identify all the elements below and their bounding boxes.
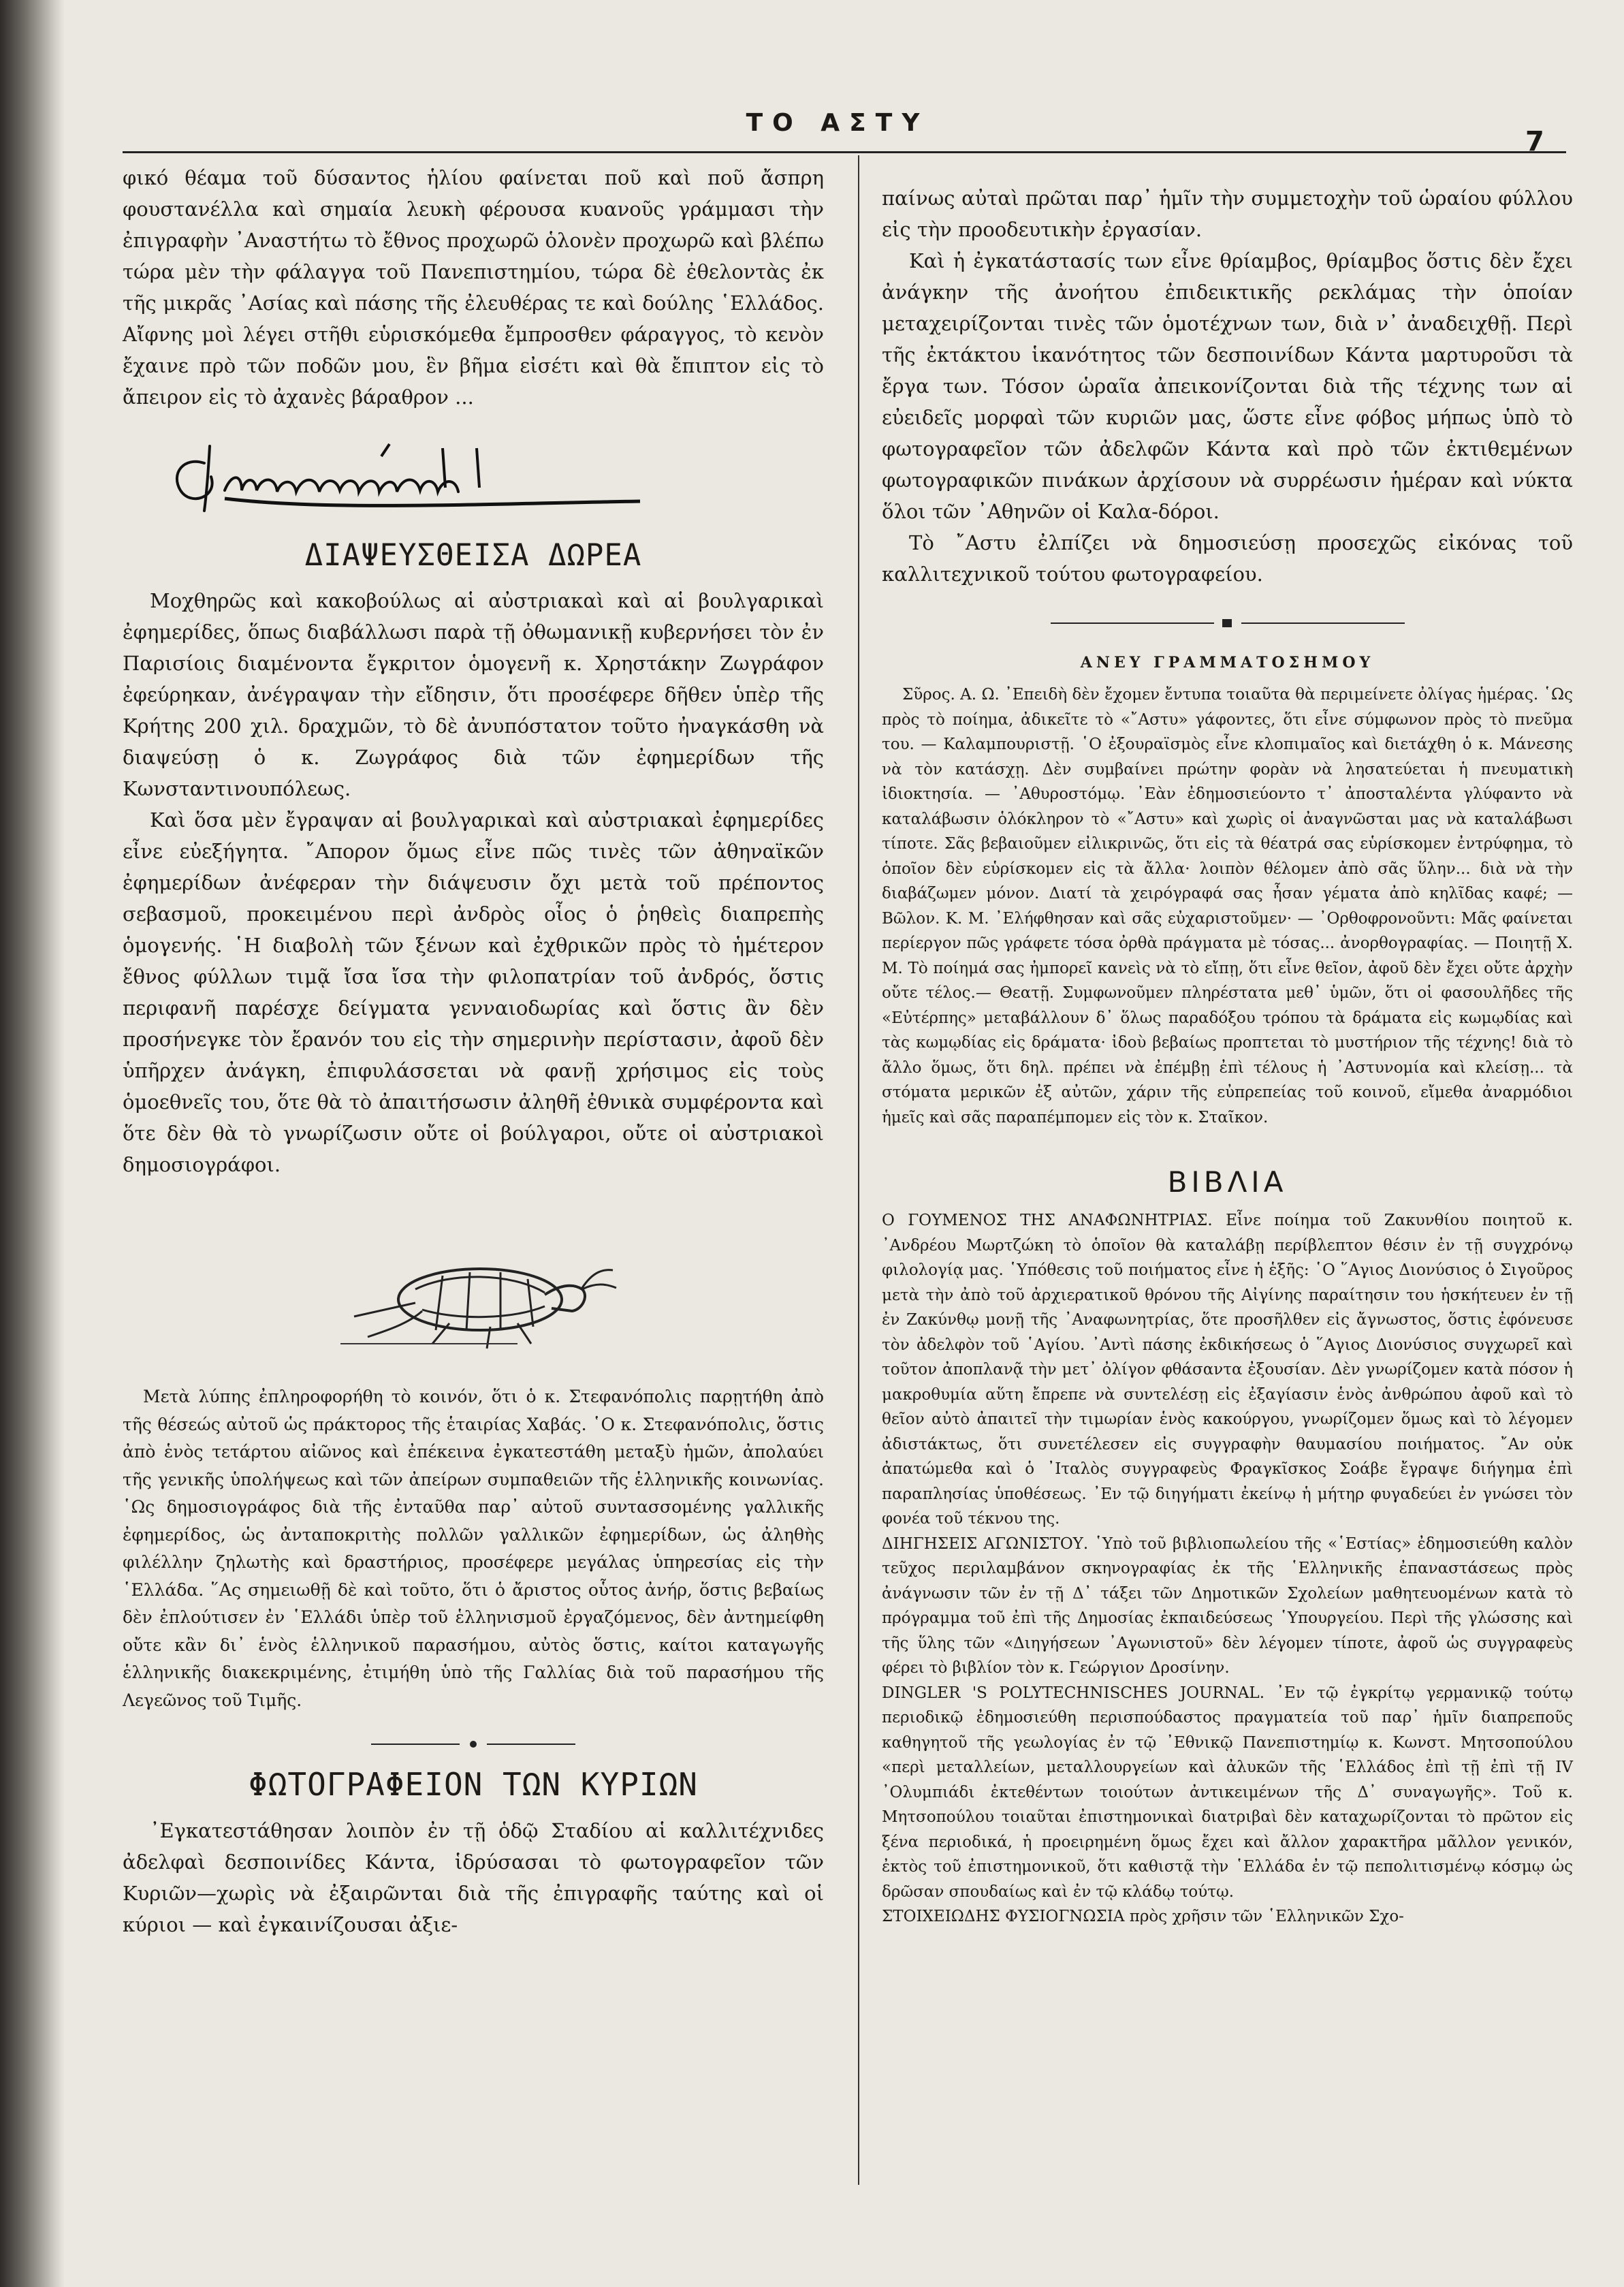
photo-paragraph-3: Τὸ ῎Αστυ ἐλπίζει νὰ δημοσιεύσῃ προσεχῶς εἰκόνας τοῦ καλλιτεχνικοῦ τούτου φωτογραφείου.	[882, 531, 1573, 586]
photo-continued: παίνως αὐταὶ πρῶται παρ᾿ ἡμῖν τὴν συμμετοχὴν τοῦ ὡραίου φύλλου εἰς τὴν προοδευτικὴν ἐργασίαν.	[882, 187, 1573, 241]
column-rule	[858, 155, 859, 2185]
photo-paragraph-1: ᾿Εγκατεστάθησαν λοιπὸν ἐν τῇ ὁδῷ Σταδίου αἱ καλλιτέχνιδες ἀδελφαὶ δεσποινίδες Κάντα, ἱδρύσασαι τὸ φωτογραφεῖον τῶν Κυριῶν—χωρὶς νὰ ἐξαιρῶνται διὰ τῆς ἐπιγραφῆς ταύτης καὶ οἱ κύριοι — καὶ ἐγκαινίζουσαι ἀξιε-	[123, 1819, 824, 1936]
book-1-text: Εἶνε ποίημα τοῦ Ζακυνθίου ποιητοῦ κ. ᾿Ανδρέου Μωρτζώκη τὸ ὁποῖον θὰ καταλάβῃ περίβλεπτον θέσιν ἐν τῇ συγχρόνῳ φιλολογίᾳ μας. ῾Υπόθεσις τοῦ ποιήματος εἶνε ἡ ἑξῆς: ῾Ο ῞Αγιος Διονύσιος ὁ Σιγοῦρος μετὰ τὴν ἀπὸ τοῦ ἀρχιερατικοῦ θρόνου τῆς Αἰγίνης παραίτησιν του ἡσκήτευεν ἐν τῇ ἐν Ζακύνθῳ μονῇ τῆς ᾿Αναφωνητρίας, ὅτε προσῆλθεν εἰς ἄγνωστος, ὅστις ἐφόνευσε τὸν ἀδελφὸν τοῦ ῾Αγίου. ᾿Αντὶ πάσης ἐκδικήσεως ὁ ῞Αγιος Διονύσιος συγχωρεῖ καὶ τοῦτον ἀποπλανᾷ τὴν μετ᾿ ὀλίγον φθάσαντα ἐξουσίαν. Δὲν γνωρίζομεν κατὰ πόσον ἡ μακροθυμία αὕτη ἔπρεπε νὰ συντελέσῃ εἰς ἐξαγίασιν ἑνὸς ἀνθρώπου ἀφοῦ καὶ τὸ θεῖον αὐτὸ ἀπαιτεῖ τὴν τιμωρίαν ἑνὸς κακούργου, γνωρίζομεν ὅμως καὶ τὸ λέγομεν ἀδιστάκτως, ὅτι συνετέλεσεν εἰς συγγραφὴν θαυμασίου ποιήματος. ῎Αν οὐκ ἀπατώμεθα καὶ ὁ ᾿Ιταλὸς συγγραφεὺς Φραγκῖσκος Σοάβε ἔγραψε διήγημα ἐπὶ παραπλησίας ὑποθέσεως. ᾿Εν τῷ διηγήματι ἐκείνῳ ἡ μήτηρ φυγαδεύει ἐν γνώσει τὸν φονέα τοῦ τέκνου της.	[882, 1212, 1573, 1528]
divider-ornament-right	[1051, 617, 1405, 629]
binding-shadow	[0, 0, 65, 2287]
book-2-title: ΔΙΗΓΗΣΕΙΣ ΑΓΩΝΙΣΤΟΥ.	[882, 1534, 1089, 1553]
book-1-title: Ο ΓΟΥΜΕΝΟΣ ΤΗΣ ΑΝΑΦΩΝΗΤΡΙΑΣ.	[882, 1212, 1213, 1229]
intro-paragraph: φικό θέαμα τοῦ δύσαντος ἡλίου φαίνεται ποῦ καὶ ποῦ ἄσπρη φουστανέλλα καὶ σημαία λευκὴ φέρουσα κυανοῦς γράμμασι τὴν ἐπιγραφὴν ᾿Αναστήτω τὸ ἔθνος προχωρῶ ὁλονὲν προχωρῶ καὶ βλέπω τώρα μὲν τὴν φάλαγγα τοῦ Πανεπιστημίου, τώρα δὲ ἐθελοντὰς ἐκ τῆς μικρᾶς ᾿Ασίας καὶ πάσης τῆς ἐλευθέρας τε καὶ δούλης ῾Ελλάδος. Αἴφνης μοὶ λέγει στῆθι εὑρισκόμεθα ἔμπροσθεν φάραγγος, τὸ κενὸν ἔχαινε πρὸ τῶν ποδῶν μου, ἓν βῆμα εἰσέτι καὶ θὰ ἔπιπτον εἰς τὸ ἄπειρον εἰς τὸ ἀχανὲς βάραθρον ...	[123, 166, 824, 409]
book-entry-1	[882, 1208, 1573, 1532]
book-3-title: DINGLER 'S POLYTECHNISCHES JOURNAL.	[882, 1684, 1265, 1702]
book-entry-3	[882, 1681, 1573, 1905]
section-title-aneu: ΑΝΕΥ ΓΡΑΜΜΑΤΟΣΗΜΟΥ	[1080, 654, 1375, 672]
running-title: ΤΟ ΑΣΤΥ	[746, 109, 929, 137]
dorea-paragraph-2: Καὶ ὅσα μὲν ἔγραψαν αἱ βουλγαρικαὶ καὶ αὐστριακαὶ ἐφημερίδες εἶνε εὐεξήγητα. ῎Απορον ὅμως εἶνε πῶς τινὲς τῶν ἀθηναϊκῶν ἐφημερίδων ἀνέφεραν τὴν διάψευσιν ὄχι μετὰ τοῦ πρέποντος σεβασμοῦ, προκειμένου περὶ ἀνδρὸς οἷος ὁ ῥηθεὶς διαπρεπὴς ὁμογενής. ῾Η διαβολὴ τῶν ξένων καὶ ἐχθρικῶν πρὸς τὸ ἡμέτερον ἔθνος φύλλων τιμᾷ ἴσα ἴσα τὴν φιλοπατρίαν τοῦ ἀνδρός, ὅστις περιφανῆ παρέσχε δείγματα γενναιοδωρίας καὶ ὅστις ἂν δὲν προσήνεγκε τὸν ἔρανόν του εἰς τὴν σημερινὴν περίστασιν, ἀφοῦ δὲν ὑπῆρχεν ἀνάγκη, ἐπιφυλάσσεται νὰ φανῇ χρήσιμος εἰς τοὺς ὁμοεθνεῖς του, ὅτε θὰ τὸ ἀπαιτήσωσιν ἀληθῆ ἐθνικὰ συμφέροντα καὶ ὅτε δὲν θὰ τὸ γνωρίζωσιν οὔτε οἱ βούλγαροι, οὔτε οἱ αὐστριακοὶ δημοσιογράφοι.	[123, 808, 824, 1176]
header-rule	[123, 151, 1566, 153]
beetle-ornament	[313, 1235, 633, 1351]
book-entry-2	[882, 1532, 1573, 1681]
page-number: 7	[1525, 126, 1544, 157]
right-column	[882, 183, 1573, 1929]
left-column	[123, 162, 824, 1940]
dorea-paragraph-1: Μοχθηρῶς καὶ κακοβούλως αἱ αὐστριακαὶ καὶ αἱ βουλγαρικαὶ ἐφημερίδες, ὅπως διαβάλλωσι παρὰ τῇ ὀθωμανικῇ κυβερνήσει τὸν ἐν Παρισίοις διαμένοντα ἔγκριτον ὁμογενῆ κ. Χρηστάκην Ζωγράφον ἐφεύρηκαν, ἀνέγραψαν τὴν εἴδησιν, ὅτι προσέφερε δῆθεν ὑπὲρ τῆς Κρήτης 200 χιλ. δραχμῶν, τὸ δὲ ἀνυπόστατον τοῦτο ἠναγκάσθη νὰ διαψεύσῃ ὁ κ. Ζωγράφος διὰ τῶν ἐφημερίδων τῆς Κωνσταντινουπόλεως.	[123, 589, 824, 800]
book-4-text: πρὸς χρῆσιν τῶν ῾Ελληνικῶν Σχο-	[1129, 1908, 1404, 1925]
photo-paragraph-2: Καὶ ἡ ἐγκατάστασίς των εἶνε θρίαμβος, θρίαμβος ὅστις δὲν ἔχει ἀνάγκην τῆς ἀνοήτου ἐπιδεικτικῆς ρεκλάμας τὴν ὁποίαν μεταχειρίζονται τινὲς τῶν ὁμοτέχνων των, διὰ ν᾿ ἀναδειχθῇ. Περὶ τῆς ἐκτάκτου ἱκανότητος τῶν δεσποινίδων Κάντα μαρτυροῦσι τὰ ἔργα των. Τόσον ὡραῖα ἀπεικονίζονται διὰ τῆς τέχνης των αἱ εὐειδεῖς μορφαὶ τῶν κυριῶν μας, ὥστε εἶνε φόβος μήπως ὑπὸ τὸ φωτογραφεῖον τῶν ἀδελφῶν Κάντα καὶ πρὸ τῶν ἐκτιθεμένων φωτογραφικῶν πινάκων ἀρχίσουν νὰ συρρέωσιν ἡμέραν καὶ νύκτα ὅλοι τῶν ᾿Αθηνῶν οἱ Καλα-δόροι.	[882, 249, 1573, 523]
book-2-text: ῾Υπὸ τοῦ βιβλιοπωλείου τῆς «῾Εστίας» ἐδημοσιεύθη καλὸν τεῦχος περιλαμβάνον σκηνογραφίας ἐκ τῆς ῾Ελληνικῆς ἐπαναστάσεως πρὸς ἀνάγνωσιν τῶν ἐν τῇ Δ᾿ τάξει τῶν Δημοτικῶν Σχολείων μαθητευομένων κατὰ τὸ πρόγραμμα τοῦ ἐπὶ τῆς Δημοσίας ἐκπαιδεύσεως ῾Υπουργείου. Περὶ τῆς γλώσσης καὶ τῆς ὕλης τῶν «Διηγήσεων ᾿Αγωνιστοῦ» δὲν λέγομεν τίποτε, ἀφοῦ ὡς συγγραφεὺς φέρει τὸ βιβλίον τὸν κ. Γεώργιον Δροσίνην.	[882, 1534, 1574, 1677]
section-title-photo: ΦΩΤΟΓΡΑΦΕΙΟΝ ΤΩΝ ΚΥΡΙΩΝ	[249, 1766, 698, 1803]
book-4-title: ΣΤΟΙΧΕΙΩΔΗΣ ΦΥΣΙΟΓΝΩΣΙΑ	[882, 1908, 1125, 1925]
aneu-paragraph: Σῦρος. Α. Ω. ᾿Επειδὴ δὲν ἔχομεν ἔντυπα τοιαῦτα θὰ περιμείνετε ὀλίγας ἡμέρας. ῾Ως πρὸς τὸ ποίημα, ἀδικεῖτε τὸ «῎Αστυ» γάφοντες, ὅτι εἶνε σύμφωνον πρὸς τὸ πνεῦμα του. — Καλαμπουριστῇ. ῾Ο ἐξουραϊσμὸς εἶνε κλοπιμαῖος καὶ διετάχθη ὁ κ. Μάνεσης νὰ τὸν κατάσχῃ. Δὲν συμβαίνει πρώτην φορὰν νὰ λησατεύεται ἡ πνευματικὴ ἰδιοκτησία. — ᾿Αθυροστόμῳ. ᾿Εὰν ἐδημοσιεύοντο τ᾿ ἀποσταλέντα γλύφαντο νὰ καταλάβωσιν ὁλόκληρον τὸ «῎Αστυ» καὶ χωρὶς οἱ ἀναγνῶσται μας νὰ καταλάβωσι τίποτε. Σᾶς βεβαιοῦμεν εἰλικρινῶς, ὅτι εἰς τὰ θέατρά σας εὑρίσκομεν ἐντρύφημα, τὸ ὁποῖον δὲν εὑρίσκομεν εἰς τὰ ἄλλα· λοιπὸν θέλομεν ἀπὸ σᾶς ὕλην... διὰ νὰ τὴν διαβάζωμεν μόνον. Διατί τὰ χειρόγραφά σας ἦσαν γέματα ἀπὸ κηλῖδας καφέ; — Βῶλον. Κ. Μ. ᾿Ελήφθησαν καὶ σᾶς εὐχαριστοῦμεν· — ᾿Ορθοφρονοῦντι: Μᾶς φαίνεται περίεργον πῶς γράφετε τόσα ὀρθὰ πράγματα μὲ τόσας... ἀνορθογραφίας. — Ποιητῇ Χ. Μ. Τὸ ποίημά σας ἠμπορεῖ κανεὶς νὰ τὸ εἴπῃ, ὅτι εἶνε θεῖον, ἀφοῦ δὲν ἔχει οὔτε ἀρχὴν οὔτε τέλος.— Θεατῇ. Συμφωνοῦμεν πληρέστατα μεθ᾿ ὑμῶν, ὅτι οἱ φασουλῆδες τῆς «Εὐτέρπης» μεταβάλλουν δ᾿ ὅλως παραδόξου τρόπου τὰ δράματα εἰς κωμῳδίας καὶ τὰς κωμῳδίας εἰς δράματα· ἰδοὺ βεβαίως προπτεται τὸ μυστήριον τῆς τέχνης! διὰ τὸ ἄλλο ὅμως, ὅτι δηλ. πρέπει νὰ ἐπέμβῃ ἐπὶ τέλους ἡ ᾿Αστυνομία καὶ κλείσῃ... τὰ στόματα μερικῶν ἐξ αὐτῶν, χάριν τῆς εὐπρεπείας τοῦ κοινοῦ, εἴμεθα ἀναρμόδιοι ἡμεῖς καὶ σᾶς παραπέμπομεν εἰς τὸν κ. Σταῖκον.	[882, 686, 1573, 1126]
divider-ornament	[371, 1737, 575, 1751]
stefanopoli-paragraph: Μετὰ λύπης ἐπληροφορήθη τὸ κοινόν, ὅτι ὁ κ. Στεφανόπολις παρῃτήθη ἀπὸ τῆς θέσεώς αὐτοῦ ὡς πράκτορος τῆς ἑταιρίας Χαβάς. ῾Ο κ. Στεφανόπολις, ὅστις ἀπὸ ἑνὸς τετάρτου αἰῶνος καὶ ἐπέκεινα ἐγκατεστάθη μεταξὺ ἡμῶν, ἀπολαύει τῆς γενικῆς ὑπολήψεως καὶ τῶν ἀπείρων συμπαθειῶν τῆς ἑλληνικῆς κοινωνίας. ῾Ως δημοσιογράφος διὰ τῆς ἐνταῦθα παρ᾿ αὐτοῦ συντασσομένης γαλλικῆς ἐφημερίδος, ὡς ἀνταποκριτὴς πολλῶν γαλλικῶν ἐφημερίδων, ὡς ἀληθὴς φιλέλλην ζηλωτὴς καὶ δραστήριος, προσέφερε μεγάλας ὑπηρεσίας εἰς τὴν ῾Ελλάδα. ῞Ας σημειωθῇ δὲ καὶ τοῦτο, ὅτι ὁ ἄριστος οὗτος ἀνήρ, ὅστις βεβαίως δὲν ἐπλούτισεν ἐν ῾Ελλάδι ὑπὲρ τοῦ ἑλληνισμοῦ ἐργαζόμενος, δὲν ἀντημείφθη οὔτε κἂν δι᾿ ἑνὸς ἑλληνικοῦ παρασήμου, αὐτὸς ὅστις, καίτοι καταγωγῆς ἑλληνικῆς διακεκριμένης, ἐτιμήθη ὑπὸ τῆς Γαλλίας διὰ τοῦ παρασήμου τῆς Λεγεῶνος τοῦ Τιμῆς.	[123, 1387, 824, 1710]
handwritten-signature	[123, 436, 667, 518]
book-3-text: ᾿Εν τῷ ἐγκρίτῳ γερμανικῷ τούτῳ περιοδικῷ ἐδημοσιεύθη περισπούδαστος πραγματεία τοῦ παρ᾿ ἡμῖν διαπρεποῦς καθηγητοῦ τῆς γεωλογίας ἐν τῷ ᾿Εθνικῷ Πανεπιστημίῳ κ. Κωνστ. Μητσοπούλου «περὶ μεταλλείων, μεταλλουργείων καὶ ἀλυκῶν τῆς ῾Ελλάδος ἐπὶ τῇ ἐπὶ τῇ IV ᾿Ολυμπιάδι ἐκτεθέντων τοιούτων ἀντικειμένων τῆς Δ᾿ συναγωγῆς». Τοῦ κ. Μητσοπούλου τοιαῦται ἐπιστημονικαὶ διατριβαὶ δὲν καταχωρίζονται τὸ πρῶτον εἰς ξένα περιοδικά, ἡ προειρημένη ὅμως ἔχει καὶ ἄλλον χαρακτῆρα μᾶλλον γενικόν, ἐκτὸς τοῦ ἐπιστημονικοῦ, ὅτι καθιστᾷ τὴν ῾Ελλάδα ἐν τῷ πεπολιτισμένῳ κόσμῳ ὡς δρῶσαν σπουδαίως καὶ ἐν τῷ κλάδῳ τούτῳ.	[882, 1684, 1573, 1901]
section-title-dorea: ΔΙΑΨΕΥΣΘΕΙΣΑ ΔΩΡΕΑ	[304, 538, 642, 573]
book-entry-4	[882, 1904, 1573, 1929]
section-title-biblia: ΒΙΒΛΙΑ	[1167, 1165, 1288, 1199]
